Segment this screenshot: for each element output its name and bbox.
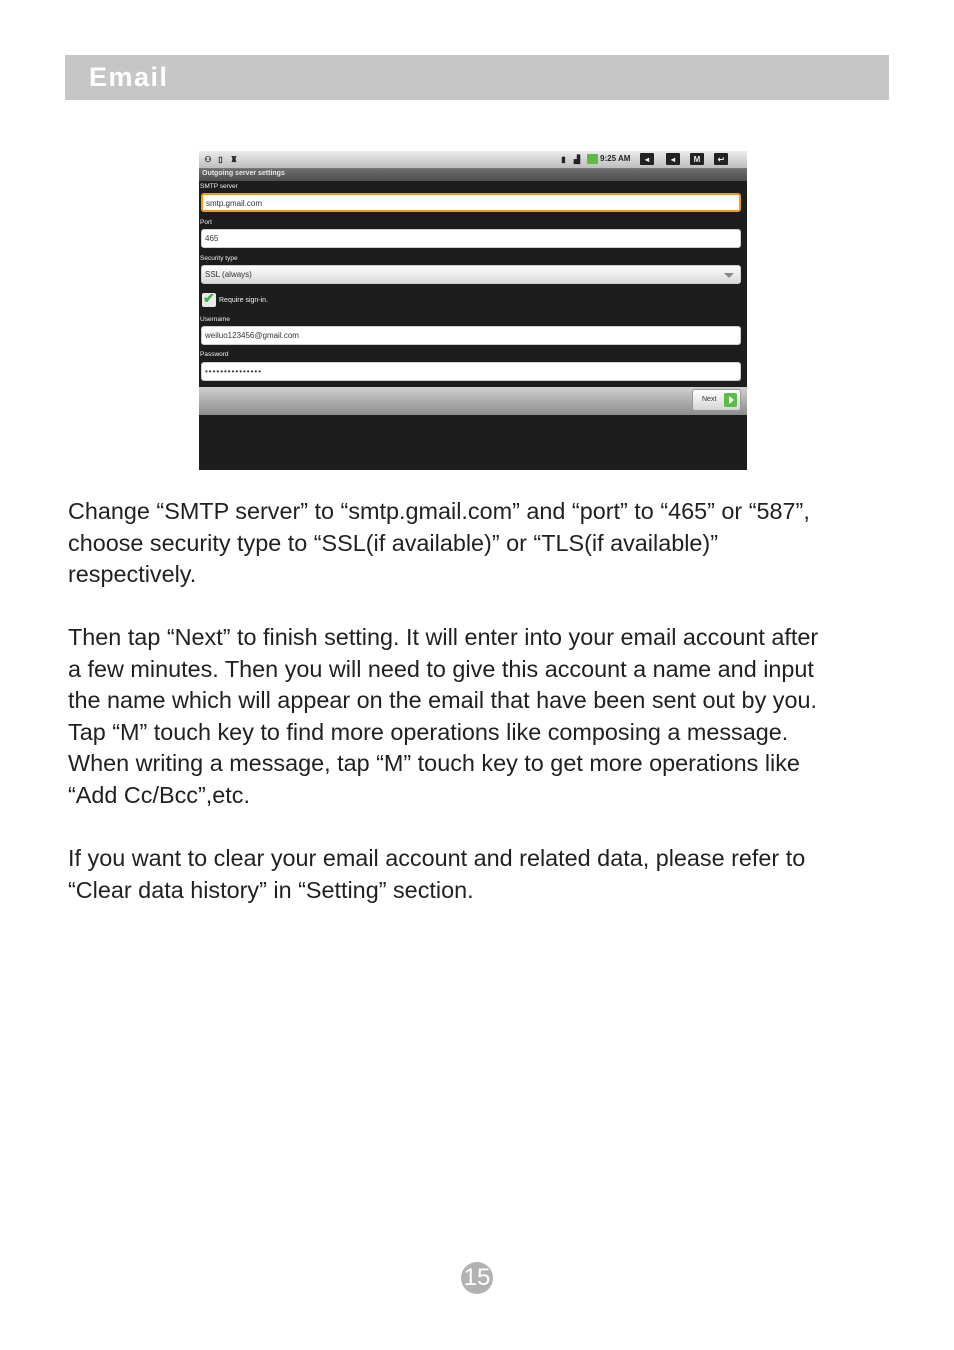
security-type-select[interactable] <box>201 265 741 284</box>
smtp-server-value: smtp.gmail.com <box>206 199 263 208</box>
section-title: Email <box>89 62 169 92</box>
username-input[interactable] <box>201 326 741 345</box>
instruction-paragraph-2 <box>68 622 908 812</box>
port-input[interactable] <box>201 229 741 248</box>
password-label: Password <box>200 351 229 358</box>
device-screenshot <box>199 151 747 470</box>
section-header <box>65 55 889 100</box>
instruction-paragraph-3 <box>68 843 908 906</box>
text-line: When writing a message, tap “M” touch key to get more operations like <box>68 750 800 777</box>
text-line: respectively. <box>68 561 197 588</box>
screen-title-bar <box>199 169 747 181</box>
volume-up-key[interactable]: ◂ <box>666 153 680 165</box>
menu-key[interactable]: M <box>690 153 704 165</box>
port-value: 465 <box>205 234 219 243</box>
username-label: Username <box>200 316 230 323</box>
signal-icon: ▟ <box>573 154 581 164</box>
volume-down-key[interactable]: ◂ <box>640 153 654 165</box>
sd-card-icon: ▯ <box>218 154 223 164</box>
status-bar <box>199 151 747 169</box>
password-value: ••••••••••••••• <box>205 367 263 376</box>
port-label: Port <box>200 219 212 226</box>
checkmark-icon: ✔ <box>203 290 215 306</box>
text-line: a few minutes. Then you will need to give this account a name and input <box>68 655 814 682</box>
android-debug-icon: ♜ <box>230 154 238 164</box>
instruction-paragraph-1 <box>68 496 908 591</box>
text-line: Then tap “Next” to finish setting. It will enter into your email account after <box>68 624 819 650</box>
password-input[interactable] <box>201 362 741 381</box>
security-type-value: SSL (always) <box>205 270 252 279</box>
smtp-server-input[interactable] <box>201 193 741 212</box>
arrow-right-icon <box>724 393 737 407</box>
next-button-label: Next <box>702 396 717 403</box>
screen-title: Outgoing server settings <box>202 170 285 177</box>
username-value: weiluo123456@gmail.com <box>205 331 299 340</box>
text-line: If you want to clear your email account and related data, please refer to <box>68 845 806 871</box>
dropdown-arrow-icon <box>724 273 734 278</box>
usb-icon: ⚇ <box>204 154 212 164</box>
sim-icon: ▮ <box>561 154 566 164</box>
battery-icon <box>587 154 598 164</box>
text-line: Tap “M” touch key to find more operations like composing a message. <box>68 718 789 745</box>
page-number: 15 <box>461 1262 493 1294</box>
text-line: Change “SMTP server” to “smtp.gmail.com” and “port” to “465” or “587”, <box>68 498 810 524</box>
text-line: “Add Cc/Bcc”,etc. <box>68 781 250 808</box>
bottom-button-bar <box>199 387 747 415</box>
security-type-label: Security type <box>200 255 238 262</box>
text-line: choose security type to “SSL(if available)” or “TLS(if available)” <box>68 529 718 556</box>
require-signin-label: Require sign-in. <box>219 297 269 304</box>
status-time: 9:25 AM <box>600 154 631 163</box>
back-key[interactable]: ↩ <box>714 153 728 165</box>
text-line: “Clear data history” in “Setting” section. <box>68 876 474 903</box>
next-button[interactable] <box>692 389 741 411</box>
smtp-server-label: SMTP server <box>200 183 238 190</box>
text-line: the name which will appear on the email that have been sent out by you. <box>68 687 817 714</box>
require-signin-checkbox[interactable] <box>202 290 216 307</box>
